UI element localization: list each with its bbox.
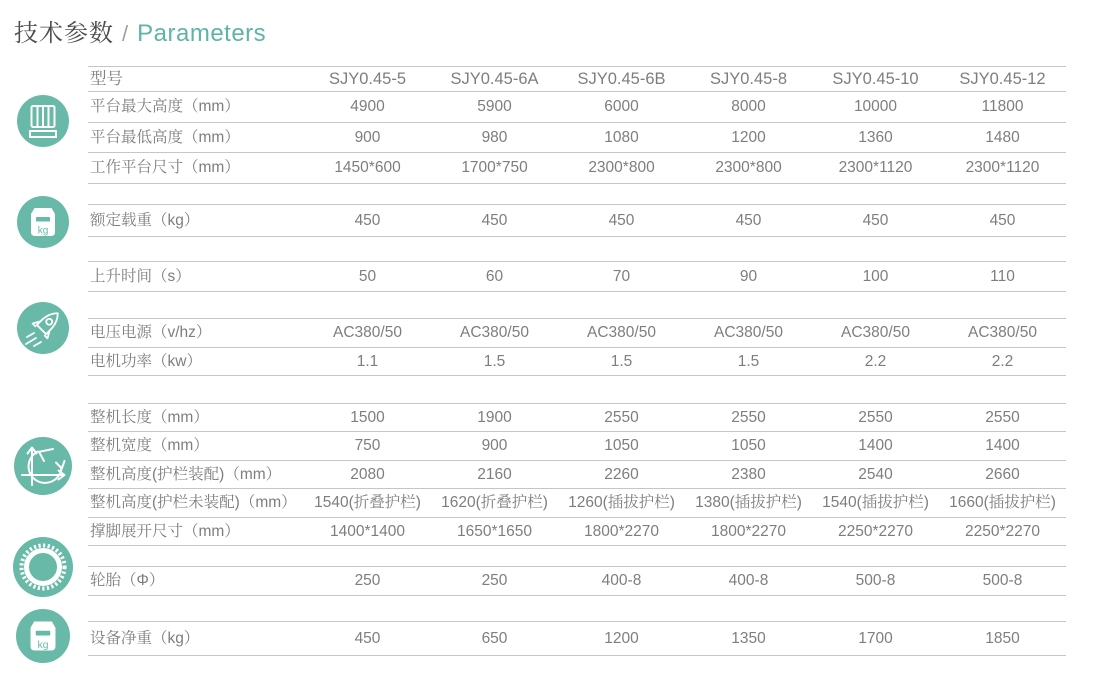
cell-value: 750 — [354, 437, 381, 455]
model-name: SJY0.45-6B — [577, 69, 666, 88]
cell-value: 650 — [481, 629, 508, 647]
cell-value: AC380/50 — [714, 324, 783, 341]
table-row — [88, 432, 1066, 460]
cell-value: 1400 — [858, 437, 893, 455]
cell-value: 450 — [735, 211, 762, 229]
cell-value: 1400*1400 — [330, 522, 405, 540]
cell-value: 2250*2270 — [965, 522, 1040, 540]
table-row — [88, 205, 1066, 237]
cell-value: 2300*1120 — [838, 159, 913, 177]
cell-value: 2080 — [350, 465, 385, 483]
cell-value: 2550 — [604, 408, 639, 426]
cell-value: 1650*1650 — [457, 522, 532, 540]
tire-icon — [13, 537, 73, 597]
page-title-zh: 技术参数 — [14, 20, 114, 47]
cell-value: AC380/50 — [968, 324, 1037, 341]
cell-value: 1380(插拔护栏) — [695, 494, 802, 512]
cell-value: 450 — [862, 211, 889, 229]
table-row — [88, 404, 1066, 432]
row-label: 上升时间（s） — [90, 267, 191, 285]
cell-value: 1350 — [731, 629, 766, 647]
cell-value: 2550 — [858, 408, 893, 426]
cell-value: 450 — [481, 211, 508, 229]
cell-value: 1200 — [604, 629, 639, 647]
cell-value: 250 — [481, 572, 508, 590]
cell-value: 2550 — [985, 408, 1020, 426]
cell-value: 1900 — [477, 408, 512, 426]
row-label: 整机高度(护栏装配)（mm） — [90, 465, 282, 483]
cell-value: 900 — [354, 128, 381, 146]
row-label: 工作平台尺寸（mm） — [90, 159, 240, 177]
cell-value: 11800 — [981, 98, 1024, 116]
cell-value: AC380/50 — [841, 324, 910, 341]
cell-value: 1050 — [604, 437, 639, 455]
cell-value: 1540(折叠护栏) — [314, 494, 421, 512]
cell-value: 2250*2270 — [838, 522, 913, 540]
cell-value: 1.5 — [610, 352, 633, 370]
row-label: 轮胎（Φ） — [90, 572, 165, 590]
parameter-group-dimensions — [88, 403, 1066, 546]
cell-value: 2300*1120 — [965, 159, 1040, 177]
cell-value: 2160 — [477, 465, 512, 483]
parameter-group-rated-load — [88, 204, 1066, 237]
weight-icon — [16, 609, 70, 663]
cell-value: 2260 — [604, 465, 639, 483]
table-row — [88, 92, 1066, 123]
cell-value: 5900 — [477, 98, 512, 116]
model-name: SJY0.45-5 — [328, 69, 407, 88]
cell-value: 2.2 — [991, 352, 1014, 370]
parameter-group-power — [88, 318, 1066, 376]
cell-value: 1620(折叠护栏) — [441, 494, 548, 512]
cell-value: 900 — [481, 437, 508, 455]
cell-value: 1850 — [985, 629, 1020, 647]
cell-value: 450 — [989, 211, 1016, 229]
cell-value: 60 — [485, 267, 504, 285]
cell-value: 1400 — [985, 437, 1020, 455]
table-row — [88, 461, 1066, 489]
cell-value: 1800*2270 — [584, 522, 659, 540]
cell-value: 980 — [481, 128, 508, 146]
cell-value: 8000 — [731, 98, 766, 116]
parameters-table — [88, 0, 1066, 695]
table-row — [88, 489, 1066, 517]
table-row — [88, 123, 1066, 154]
cell-value: 500-8 — [855, 572, 896, 590]
table-header-row — [88, 67, 1066, 92]
row-label: 平台最低高度（mm） — [90, 128, 240, 146]
table-row — [88, 622, 1066, 656]
cell-value: 1660(插拔护栏) — [949, 494, 1056, 512]
cell-value: 2300*800 — [715, 159, 782, 177]
row-label: 整机长度（mm） — [90, 408, 209, 426]
cell-value: 4900 — [350, 98, 385, 116]
weight-icon-kg-text: kg — [37, 639, 49, 651]
parameter-group-platform — [88, 66, 1066, 184]
row-label: 平台最大高度（mm） — [90, 98, 240, 116]
rocket-icon — [17, 302, 69, 354]
table-row — [88, 567, 1066, 596]
model-name: SJY0.45-10 — [832, 69, 919, 88]
cell-value: 500-8 — [982, 572, 1023, 590]
cell-value: 1700*750 — [461, 159, 528, 177]
cell-value: 1.5 — [483, 352, 506, 370]
cell-value: 70 — [612, 267, 631, 285]
page-title-separator: / — [122, 21, 130, 46]
row-label: 整机宽度（mm） — [90, 437, 209, 455]
row-label: 电压电源（v/hz） — [90, 324, 212, 341]
table-row — [88, 153, 1066, 184]
parameter-group-lift-time — [88, 261, 1066, 292]
cell-value: 1540(插拔护栏) — [822, 494, 929, 512]
cell-value: 250 — [354, 572, 381, 590]
cell-value: AC380/50 — [460, 324, 529, 341]
cell-value: 1360 — [858, 128, 893, 146]
cell-value: 450 — [354, 629, 381, 647]
cell-value: AC380/50 — [587, 324, 656, 341]
cell-value: 1500 — [350, 408, 385, 426]
model-column-label: 型号 — [90, 69, 123, 88]
model-name: SJY0.45-12 — [959, 69, 1046, 88]
cell-value: 400-8 — [728, 572, 769, 590]
row-label: 撑脚展开尺寸（mm） — [90, 522, 240, 540]
model-name: SJY0.45-8 — [709, 69, 788, 88]
cell-value: 2380 — [731, 465, 766, 483]
table-row — [88, 319, 1066, 348]
cell-value: 1200 — [731, 128, 766, 146]
cell-value: 1800*2270 — [711, 522, 786, 540]
cell-value: 2550 — [731, 408, 766, 426]
row-label: 整机高度(护栏未装配)（mm） — [90, 494, 297, 512]
cell-value: 100 — [862, 267, 889, 285]
model-name: SJY0.45-6A — [450, 69, 539, 88]
cell-value: 1.1 — [356, 352, 379, 370]
table-row — [88, 518, 1066, 546]
cell-value: 1480 — [985, 128, 1020, 146]
cell-value: AC380/50 — [333, 324, 402, 341]
platform-icon — [17, 95, 69, 147]
cell-value: 1050 — [731, 437, 766, 455]
cell-value: 10000 — [853, 98, 898, 116]
cell-value: 2660 — [985, 465, 1020, 483]
cell-value: 90 — [739, 267, 758, 285]
cell-value: 6000 — [604, 98, 639, 116]
parameter-group-net-weight — [88, 621, 1066, 656]
cell-value: 2540 — [858, 465, 893, 483]
cell-value: 1.5 — [737, 352, 760, 370]
cell-value: 1450*600 — [334, 159, 401, 177]
cell-value: 50 — [358, 267, 377, 285]
row-label: 额定载重（kg） — [90, 211, 200, 229]
cell-value: 1080 — [604, 128, 639, 146]
table-row — [88, 348, 1066, 377]
weight-icon-kg-text: kg — [37, 225, 49, 237]
row-label: 设备净重（kg） — [90, 629, 200, 647]
dimensions-icon — [14, 437, 72, 495]
page-title-en: Parameters — [137, 20, 267, 47]
cell-value: 400-8 — [601, 572, 642, 590]
weight-icon — [17, 196, 69, 248]
cell-value: 110 — [990, 267, 1015, 285]
cell-value: 450 — [608, 211, 635, 229]
cell-value: 1700 — [858, 629, 893, 647]
parameter-group-tire — [88, 566, 1066, 596]
cell-value: 1260(插拔护栏) — [568, 494, 675, 512]
cell-value: 2.2 — [864, 352, 887, 370]
table-row — [88, 262, 1066, 292]
cell-value: 450 — [354, 211, 381, 229]
cell-value: 2300*800 — [588, 159, 655, 177]
row-label: 电机功率（kw） — [90, 352, 202, 370]
